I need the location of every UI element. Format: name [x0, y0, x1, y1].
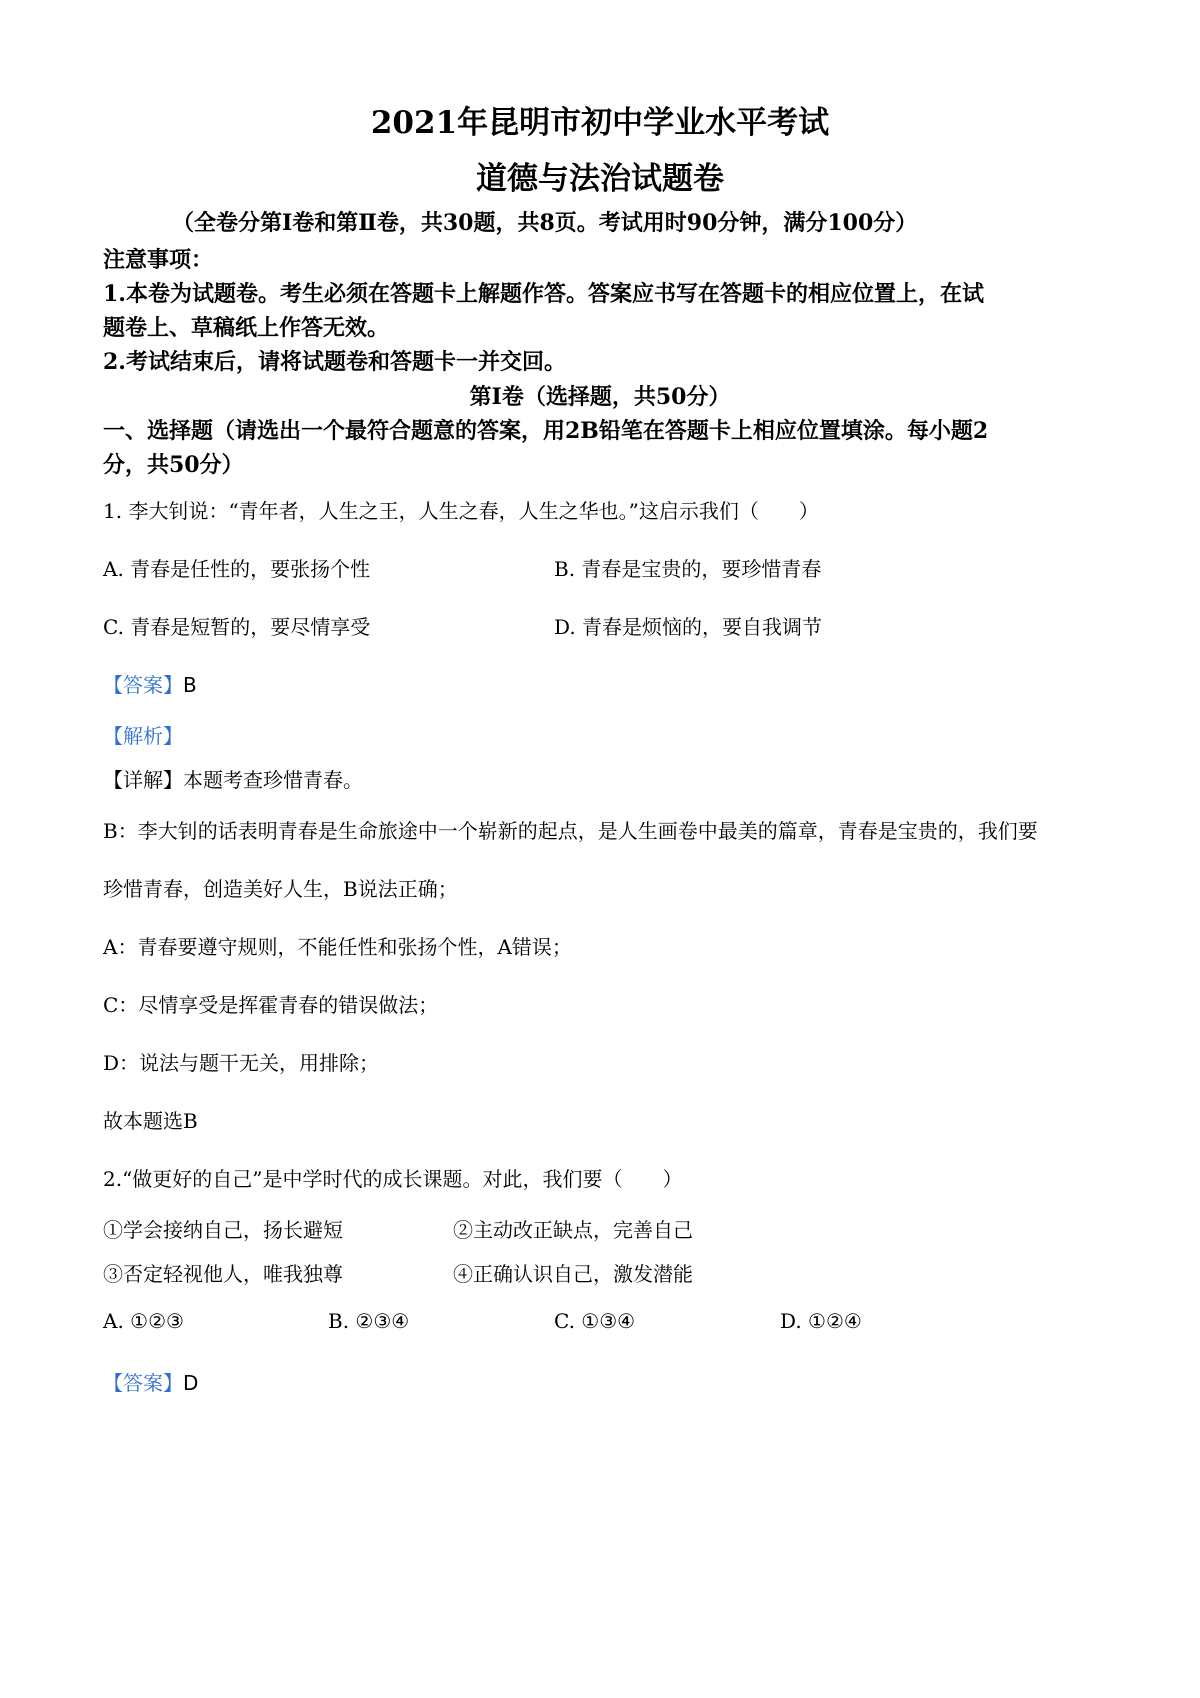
q2-statement-3: ③否定轻视他人，唯我独尊: [103, 1262, 343, 1286]
q1-option-d: D. 青春是烦恼的，要自我调节: [554, 615, 823, 639]
q1-answer: [103, 669, 197, 698]
q2-option-a: A. ①②③: [103, 1309, 184, 1333]
q2-option-b: B. ②③④: [328, 1309, 410, 1333]
section-instructions-line-2: 分，共50分）: [103, 452, 244, 478]
q1-explanation-b-line-2: 珍惜青春，创造美好人生，B说法正确；: [103, 877, 458, 901]
q1-stem: 1. 李大钊说：“青年者，人生之王，人生之春，人生之华也。”这启示我们（ ）: [103, 499, 819, 523]
exam-info: （全卷分第Ⅰ卷和第Ⅱ卷，共30题，共8页。考试用时90分钟，满分100分）: [172, 210, 918, 236]
q1-detail: 【详解】本题考查珍惜青春。: [103, 768, 363, 792]
q1-analysis-tag: 【解析】: [103, 724, 183, 748]
q1-option-b: B. 青春是宝贵的，要珍惜青春: [554, 557, 822, 581]
q2-statement-1: ①学会接纳自己，扬长避短: [103, 1218, 343, 1242]
q1-answer-value: B: [183, 673, 197, 697]
q2-answer-tag: 【答案】: [103, 1371, 183, 1395]
q1-explanation-c: C：尽情享受是挥霍青春的错误做法；: [103, 993, 439, 1017]
notes-heading: 注意事项：: [103, 247, 214, 273]
note-1-line-1: 1.本卷为试题卷。考生必须在答题卡上解题作答。答案应书写在答题卡的相应位置上，在试: [103, 281, 984, 307]
section-instructions-line-1: 一、选择题（请选出一个最符合题意的答案，用2B铅笔在答题卡上相应位置填涂。每小题2: [103, 418, 989, 444]
q2-option-c: C. ①③④: [554, 1309, 636, 1333]
note-2: 2.考试结束后，请将试题卷和答题卡一并交回。: [103, 349, 566, 375]
q2-answer-value: D: [183, 1371, 199, 1395]
q2-stem: 2.“做更好的自己”是中学时代的成长课题。对此，我们要（ ）: [103, 1167, 683, 1191]
q2-answer: [103, 1367, 198, 1396]
q1-answer-tag: 【答案】: [103, 673, 183, 697]
note-1-line-2: 题卷上、草稿纸上作答无效。: [103, 315, 390, 341]
exam-title: 2021年昆明市初中学业水平考试: [370, 105, 830, 141]
q1-explanation-d: D：说法与题干无关，用排除；: [103, 1051, 380, 1075]
q1-option-a: A. 青春是任性的，要张扬个性: [103, 557, 371, 581]
q1-option-c: C. 青春是短暂的，要尽情享受: [103, 615, 371, 639]
q2-statement-4: ④正确认识自己，激发潜能: [453, 1262, 693, 1286]
q2-statement-2: ②主动改正缺点，完善自己: [453, 1218, 693, 1242]
section-title: 第Ⅰ卷（选择题，共50分）: [469, 384, 731, 410]
q2-option-d: D. ①②④: [780, 1309, 862, 1333]
q1-explanation-b-line-1: B：李大钊的话表明青春是生命旅途中一个崭新的起点，是人生画卷中最美的篇章，青春是宝贵的，我们要: [103, 819, 1038, 843]
exam-subtitle: 道德与法治试题卷: [476, 161, 724, 197]
q1-explanation-a: A：青春要遵守规则，不能任性和张扬个性，A错误；: [103, 935, 572, 959]
q1-conclusion: 故本题选B: [103, 1109, 198, 1133]
